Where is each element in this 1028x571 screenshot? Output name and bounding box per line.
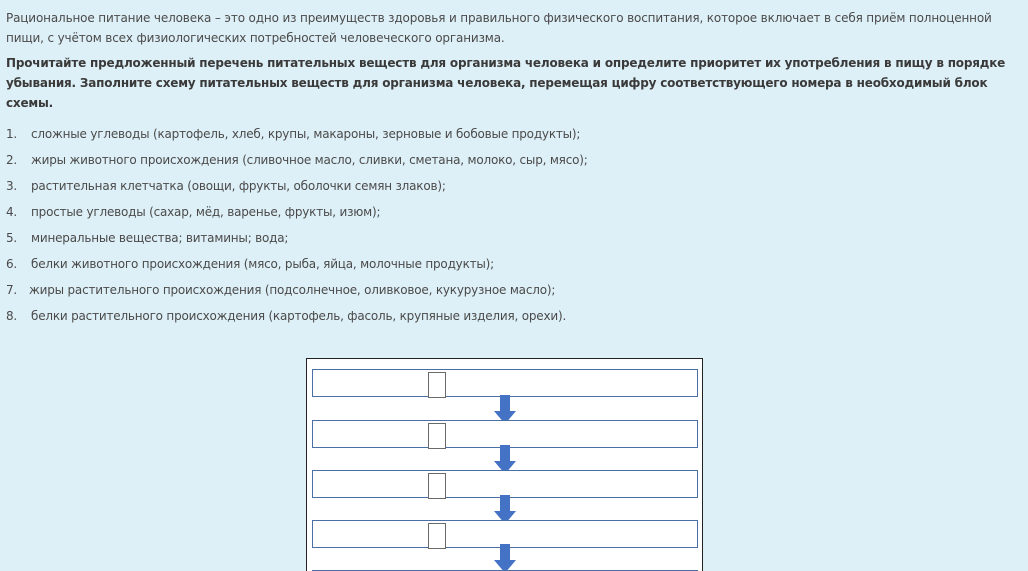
item-number: 8. xyxy=(6,309,18,323)
item-number: 3. xyxy=(6,179,18,193)
item-number: 7. xyxy=(6,283,18,297)
list-item xyxy=(6,176,588,202)
task-instructions: Прочитайте предложенный перечень питательных веществ для организма человека и определите приоритет их употребления в пищу в порядке убывания. Заполните схему питательных веществ для организма человека, перемещая цифру соответствующего номера в необходимый блок схемы. xyxy=(6,56,1006,110)
item-text: простые углеводы (сахар, мёд, варенье, фрукты, изюм); xyxy=(31,205,381,219)
item-number: 2. xyxy=(6,153,18,167)
nutrient-list xyxy=(6,124,588,332)
drop-slot-3[interactable] xyxy=(428,473,446,499)
item-text: жиры растительного происхождения (подсолнечное, оливковое, кукурузное масло); xyxy=(29,283,556,297)
item-text: белки растительного происхождения (картофель, фасоль, крупяные изделия, орехи). xyxy=(31,309,567,323)
drop-slot-1[interactable] xyxy=(428,372,446,398)
list-item xyxy=(6,254,588,280)
list-item xyxy=(6,280,588,306)
item-number: 6. xyxy=(6,257,18,271)
scheme-block-2 xyxy=(312,420,698,448)
list-item xyxy=(6,124,588,150)
list-item xyxy=(6,202,588,228)
item-text: сложные углеводы (картофель, хлеб, крупы, макароны, зерновые и бобовые продукты); xyxy=(31,127,581,141)
drop-slot-2[interactable] xyxy=(428,423,446,449)
intro-text: Рациональное питание человека – это одно из преимуществ здоровья и правильного физического воспитания, которое включает в себя приём полноценной пищи, с учётом всех физиологических потребностей человеческого организма. xyxy=(6,11,992,45)
list-item xyxy=(6,228,588,254)
item-number: 4. xyxy=(6,205,18,219)
scheme-block-3 xyxy=(312,470,698,498)
list-item xyxy=(6,306,588,332)
item-text: белки животного происхождения (мясо, рыба, яйца, молочные продукты); xyxy=(31,257,495,271)
item-text: минеральные вещества; витамины; вода; xyxy=(31,231,289,245)
item-number: 5. xyxy=(6,231,18,245)
item-text: растительная клетчатка (овощи, фрукты, оболочки семян злаков); xyxy=(31,179,446,193)
down-arrow-icon xyxy=(493,544,517,571)
item-text: жиры животного происхождения (сливочное масло, сливки, сметана, молоко, сыр, мясо); xyxy=(31,153,588,167)
nutrient-scheme xyxy=(306,358,703,571)
scheme-block-1 xyxy=(312,369,698,397)
item-number: 1. xyxy=(6,127,18,141)
list-item xyxy=(6,150,588,176)
drop-slot-4[interactable] xyxy=(428,523,446,549)
